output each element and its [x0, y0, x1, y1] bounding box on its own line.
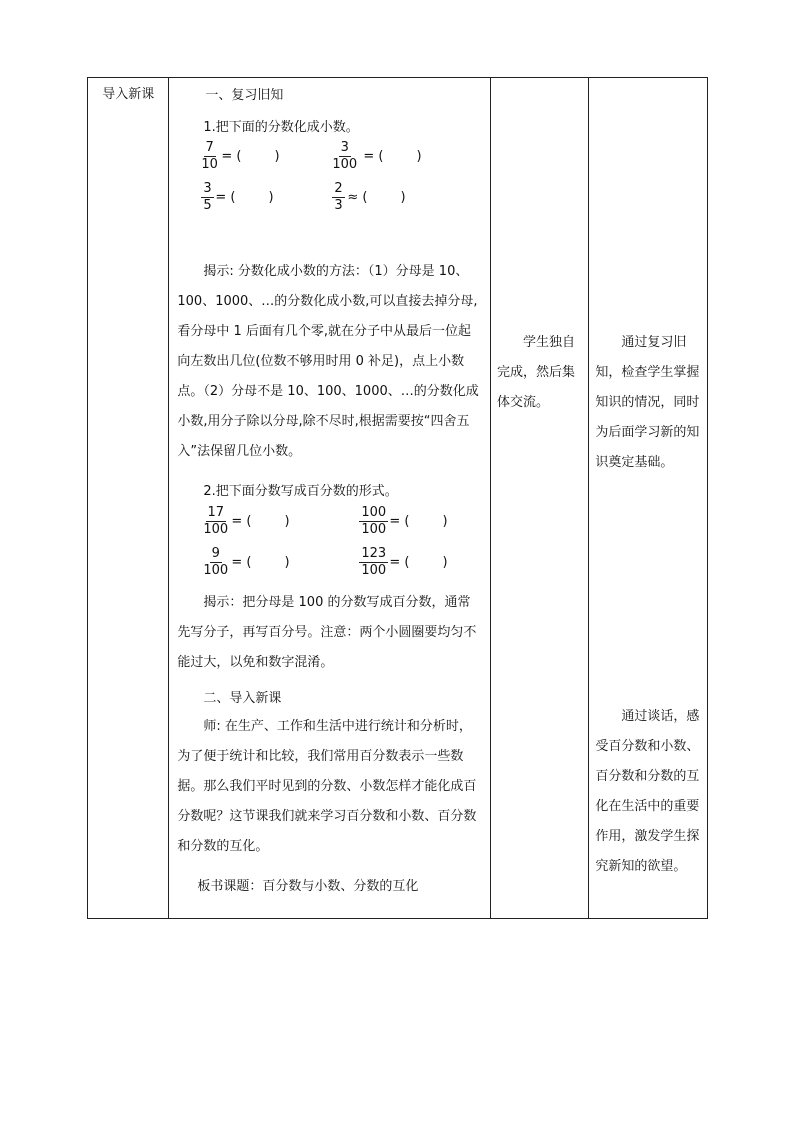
fraction-100-100: $\frac{100}{100}$	[361, 505, 387, 537]
fraction-7-10: $\frac{7}{10}$	[201, 140, 218, 172]
fraction-123-100: $\frac{123}{100}$	[361, 546, 387, 578]
content-cell	[169, 78, 491, 919]
stage-label: 导入新课	[102, 87, 155, 102]
board-title: 板书课题：百分数与小数、分数的互化	[197, 879, 419, 894]
answer-blank: = ( )	[215, 190, 274, 205]
lesson-table	[87, 77, 708, 919]
student-activity-cell	[490, 78, 588, 919]
fraction-2-3: $\frac{2}{3}$	[334, 181, 343, 213]
answer-blank: = ( )	[221, 149, 280, 164]
fraction-3-100: $\frac{3}{100}$	[332, 140, 358, 172]
teacher-talk: 师: 在生产、工作和生活中进行统计和分析时，为了便于统计和比较，我们常用百分数表示一些数据。那么我们平时见到的分数、小数怎样才能化成百分数呢？这节课我们就来学习百分数和小数、百分数和分数的互化。	[177, 719, 477, 854]
fraction-9-100: $\frac{9}{100}$	[203, 546, 229, 578]
question-1-label: 1.把下面的分数化成小数。	[203, 120, 359, 135]
question-2-label: 2.把下面分数写成百分数的形式。	[203, 484, 398, 499]
answer-blank: = ( )	[389, 555, 448, 570]
review-heading: 一、复习旧知	[205, 88, 284, 103]
fraction-17-100: $\frac{17}{100}$	[203, 505, 229, 537]
stage-cell	[88, 78, 169, 919]
purpose-intro: 通过谈话，感受百分数和小数、百分数和分数的互化在生活中的重要作用，激发学生探究新知的欲望。	[595, 709, 700, 874]
fraction-3-5: $\frac{3}{5}$	[203, 181, 212, 213]
answer-blank: = ( )	[363, 149, 422, 164]
intro-heading: 二、导入新课	[203, 691, 282, 706]
answer-blank: = ( )	[389, 514, 448, 529]
hint-decimal-method: 揭示: 分数化成小数的方法：（1）分母是 10、100、1000、…的分数化成小数,可以直接去掉分母,看分母中 1 后面有几个零,就在分子中从最后一位起向左数出几位(位数不够用时用 0 补足)，点上小数点。（2）分母不是 10、100、1000、…的分数化成小数,用分子除以分母,除不尽时,根据需要按“四舍五入”法保留几位小数。	[177, 264, 479, 459]
answer-blank: ≈ ( )	[347, 190, 406, 205]
student-activity-text: 学生独自完成，然后集体交流。	[496, 335, 575, 410]
answer-blank: = ( )	[231, 555, 290, 570]
design-purpose-cell	[589, 78, 708, 919]
hint-percent-method: 揭示：把分母是 100 的分数写成百分数，通常先写分子，再写百分号。注意：两个小圆圈要均匀不能过大，以免和数字混淆。	[177, 595, 477, 670]
purpose-review: 通过复习旧知，检查学生掌握知识的情况，同时为后面学习新的知识奠定基础。	[595, 335, 700, 470]
answer-blank: = ( )	[231, 514, 290, 529]
